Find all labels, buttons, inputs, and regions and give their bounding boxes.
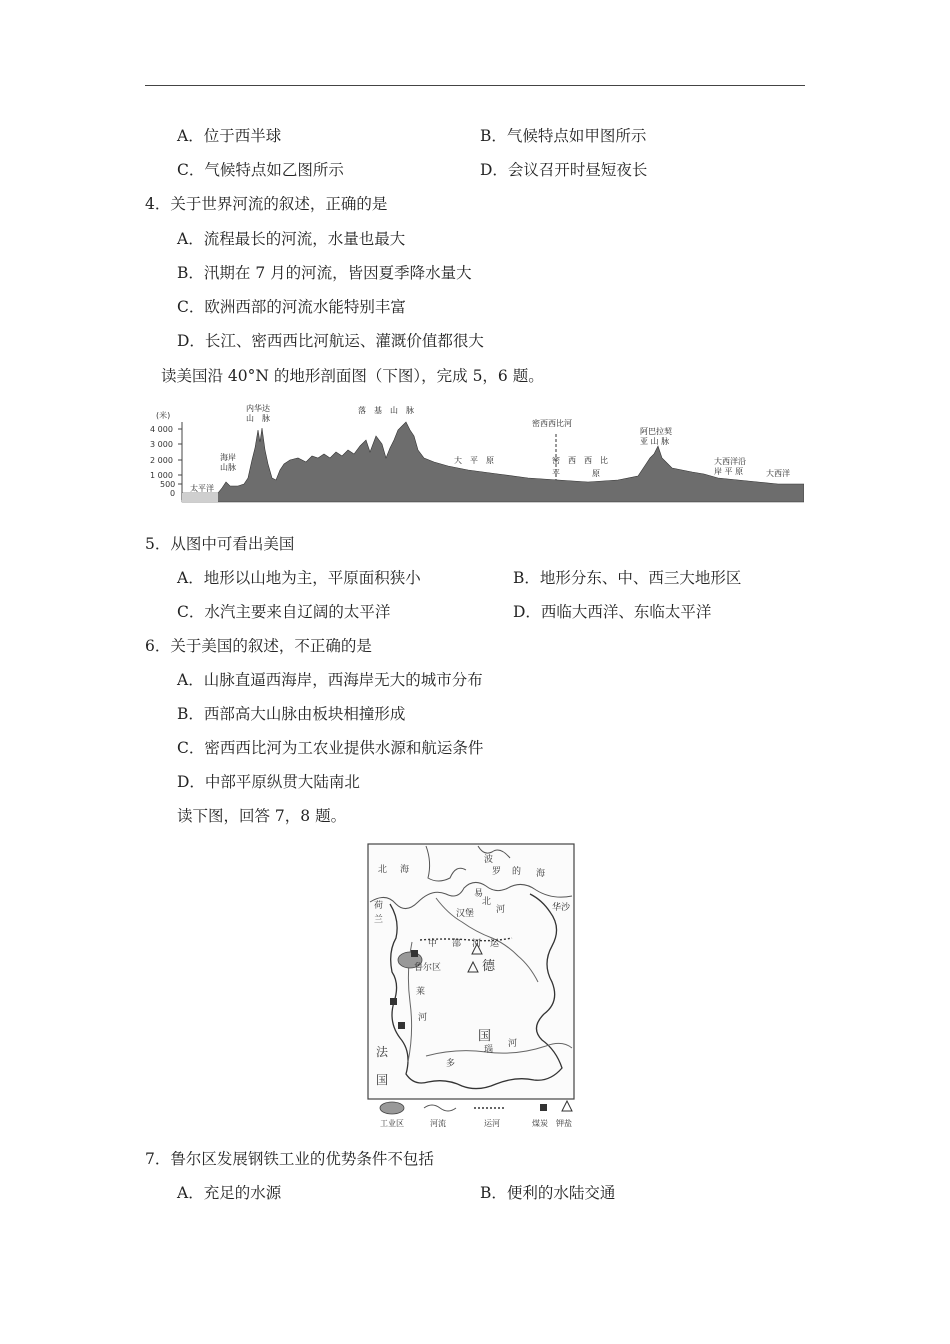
map-label-germany-2: 国 — [478, 1029, 492, 1044]
germany-map-figure — [366, 842, 578, 1132]
profile-label-rocky: 落 基 山 脉 — [358, 406, 414, 415]
map-label-elbe-2: 北 — [482, 897, 492, 907]
q4-option-b: B．汛期在 7 月的河流，皆因夏季降水量大 — [177, 264, 472, 282]
q5-stem: 5．从图中可看出美国 — [145, 535, 295, 553]
terrain-profile-figure — [148, 400, 804, 506]
q6-stem: 6．关于美国的叙述，不正确的是 — [145, 637, 372, 655]
map-label-rhine-2: 河 — [418, 1013, 428, 1023]
map-label-canal-2: 部 — [452, 939, 462, 949]
map-label-elbe-3: 河 — [496, 905, 506, 915]
profile-label-miss-plain-1: 密 西 西 比 — [552, 456, 608, 465]
coal-marker-3 — [398, 1022, 405, 1029]
map-label-ruhr: 鲁尔区 — [414, 963, 442, 973]
map-label-elbe-1: 易 — [474, 889, 484, 899]
legend-label-potash: 钾盐 — [556, 1119, 572, 1128]
map-label-danube-2: 瑙 — [484, 1045, 494, 1055]
profile-tick-500: 500 — [160, 480, 176, 489]
q6-option-b: B．西部高大山脉由板块相撞形成 — [177, 705, 406, 723]
legend-river-symbol — [424, 1105, 456, 1111]
map-label-north: 北 — [378, 865, 388, 875]
legend-coal-symbol — [540, 1104, 547, 1111]
q5-option-b: B．地形分东、中、西三大地形区 — [513, 569, 742, 587]
map-label-baltic-4: 海 — [536, 869, 546, 879]
q5-option-a: A．地形以山地为主，平原面积狭小 — [177, 569, 421, 587]
header-rule — [145, 85, 805, 86]
legend-label-industrial: 工业区 — [380, 1119, 404, 1128]
q3-option-c: C．气候特点如乙图所示 — [177, 161, 344, 179]
profile-label-coast-1: 海岸 — [220, 453, 236, 462]
map-label-danube-1: 多 — [446, 1059, 456, 1069]
profile-label-miss-plain-2: 平 原 — [552, 469, 600, 478]
profile-label-appalachian-2: 亚 山 脉 — [640, 437, 670, 446]
legend-potash-symbol — [562, 1101, 572, 1111]
profile-tick-2000: 2 000 — [150, 456, 173, 465]
q7-option-b: B．便利的水陆交通 — [480, 1184, 616, 1202]
q3-option-a: A．位于西半球 — [177, 127, 282, 145]
intro-7-8: 读下图，回答 7，8 题。 — [177, 807, 347, 825]
coal-marker-1 — [411, 950, 418, 957]
q6-option-a: A．山脉直逼西海岸，西海岸无大的城市分布 — [177, 671, 483, 689]
map-label-france-1: 法 — [376, 1045, 389, 1059]
profile-label-appalachian-1: 阿巴拉契 — [640, 427, 672, 436]
q4-option-a: A．流程最长的河流，水量也最大 — [177, 230, 406, 248]
q3-option-b: B．气候特点如甲图所示 — [480, 127, 647, 145]
map-label-baltic-3: 的 — [512, 867, 522, 877]
q4-option-d: D．长江、密西西比河航运、灌溉价值都很大 — [177, 332, 484, 350]
map-label-baltic-2: 罗 — [492, 867, 502, 877]
q3-option-d: D．会议召开时昼短夜长 — [480, 161, 648, 179]
profile-tick-3000: 3 000 — [150, 440, 173, 449]
profile-pacific-water — [182, 493, 218, 502]
profile-unit: (米) — [156, 411, 171, 420]
q4-stem: 4．关于世界河流的叙述，正确的是 — [145, 195, 388, 213]
profile-label-pacific: 太平洋 — [190, 484, 214, 493]
map-label-baltic-1: 波 — [484, 855, 494, 865]
map-label-rhine-1: 莱 — [416, 987, 426, 997]
profile-label-nevada-1: 内华达 — [246, 404, 270, 413]
q5-option-c: C．水汽主要来自辽阔的太平洋 — [177, 603, 391, 621]
q7-stem: 7．鲁尔区发展钢铁工业的优势条件不包括 — [145, 1150, 434, 1168]
profile-label-great-plains: 大 平 原 — [454, 456, 494, 465]
profile-tick-0: 0 — [170, 489, 176, 498]
map-label-holland-1: 荷 — [374, 901, 384, 911]
map-label-warsaw: 华沙 — [552, 903, 571, 913]
map-label-canal-4: 运 — [490, 939, 500, 949]
map-label-sea: 海 — [400, 865, 410, 875]
map-label-hamburg: 汉堡 — [456, 909, 475, 919]
q6-option-d: D．中部平原纵贯大陆南北 — [177, 773, 360, 791]
profile-label-atlantic: 大西洋 — [766, 469, 790, 478]
legend-label-river: 河流 — [430, 1119, 446, 1128]
coal-marker-2 — [390, 998, 397, 1005]
q5-option-d: D．西临大西洋、东临太平洋 — [513, 603, 712, 621]
legend-label-coal: 煤炭 — [532, 1119, 548, 1128]
profile-tick-4000: 4 000 — [150, 425, 173, 434]
profile-label-atlantic-plain-2: 岸 平 原 — [714, 467, 744, 476]
map-label-danube-3: 河 — [508, 1039, 518, 1049]
profile-label-mississippi-river: 密西西比河 — [532, 419, 572, 428]
map-label-france-2: 国 — [376, 1073, 389, 1087]
profile-label-atlantic-plain-1: 大西洋沿 — [714, 457, 746, 466]
q4-option-c: C．欧洲西部的河流水能特别丰富 — [177, 298, 406, 316]
intro-5-6: 读美国沿 40°N 的地形剖面图（下图），完成 5，6 题。 — [161, 367, 544, 385]
q6-option-c: C．密西西比河为工农业提供水源和航运条件 — [177, 739, 484, 757]
profile-label-coast-2: 山脉 — [220, 463, 236, 472]
map-label-canal-1: 中 — [428, 939, 438, 949]
map-label-holland-2: 兰 — [374, 915, 384, 925]
map-label-canal-3: 河 — [472, 939, 482, 949]
profile-tick-1000: 1 000 — [150, 471, 173, 480]
q7-option-a: A．充足的水源 — [177, 1184, 282, 1202]
legend-label-canal: 运河 — [484, 1119, 500, 1128]
map-label-germany-1: 德 — [482, 959, 496, 974]
profile-label-nevada-2: 山 脉 — [246, 414, 270, 423]
legend-industrial-symbol — [380, 1102, 404, 1114]
